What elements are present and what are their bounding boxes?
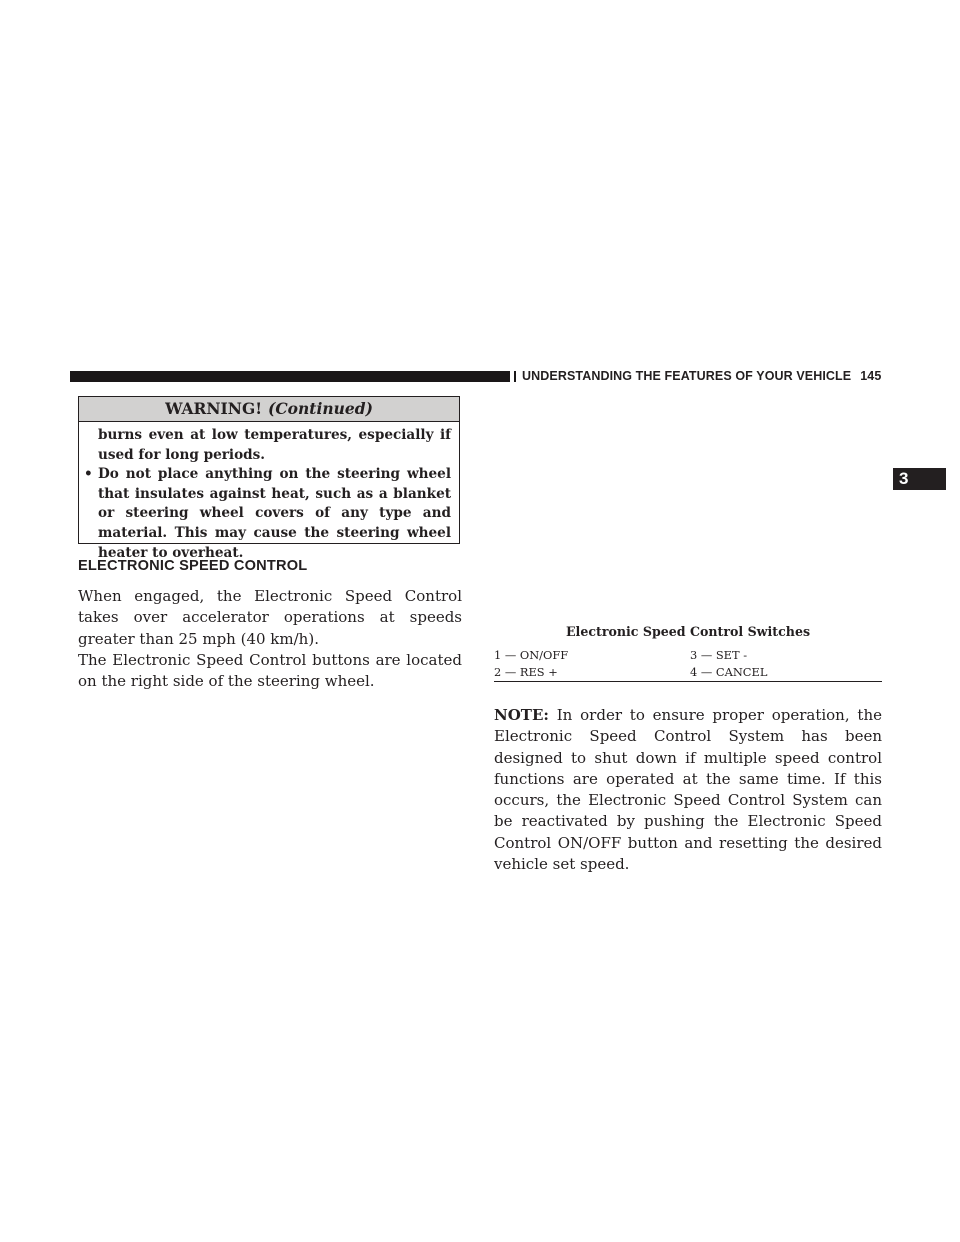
page-number: 145 (860, 369, 882, 383)
paragraph-speed-control-intro: When engaged, the Electronic Speed Control takes over accelerator operations at speeds greater than 25 mph (40 km/h). (78, 587, 462, 648)
warning-bullet (84, 465, 451, 563)
paragraph-button-location: The Electronic Speed Control buttons are located on the right side of the steering wheel. (78, 651, 462, 691)
section-heading: ELECTRONIC SPEED CONTROL (78, 558, 308, 574)
note-label: NOTE: (494, 706, 549, 724)
legend-item: 1 — ON/OFF (494, 648, 569, 662)
warning-label: WARNING! (165, 399, 263, 418)
figure-caption: Electronic Speed Control Switches (565, 624, 811, 639)
legend-item: 4 — CANCEL (690, 665, 768, 679)
warning-box (78, 396, 460, 561)
figure-legend (494, 646, 882, 682)
note-paragraph (494, 705, 882, 875)
warning-bullet-text: Do not place anything on the steering wheel that insulates against heat, such as a blanket or steering wheel covers of any type and material. This may cause the steering wheel heater to overheat. (98, 466, 451, 561)
warning-line: burns even at low temperatures, especially if used for long periods. (98, 427, 451, 463)
chapter-tab: 3 (893, 468, 946, 490)
warning-continued: (Continued) (268, 399, 373, 418)
legend-item: 3 — SET - (690, 648, 748, 662)
header-rule-end (514, 371, 516, 382)
note-text: In order to ensure proper operation, the Electronic Speed Control System has been designed to shut down if multiple speed control functions are operated at the same time. If this occurs, the Electronic Speed Control System can be reactivated by pushing the Electronic Speed Control ON/OFF button and resetting the desired vehicle set speed. (494, 706, 882, 874)
running-header (522, 369, 881, 383)
warning-header (79, 397, 459, 422)
legend-item: 2 — RES + (494, 665, 558, 679)
header-rule (70, 371, 510, 382)
running-header-title: UNDERSTANDING THE FEATURES OF YOUR VEHICLE (522, 369, 852, 383)
bullet-icon: • (84, 466, 93, 483)
warning-body (79, 422, 459, 563)
